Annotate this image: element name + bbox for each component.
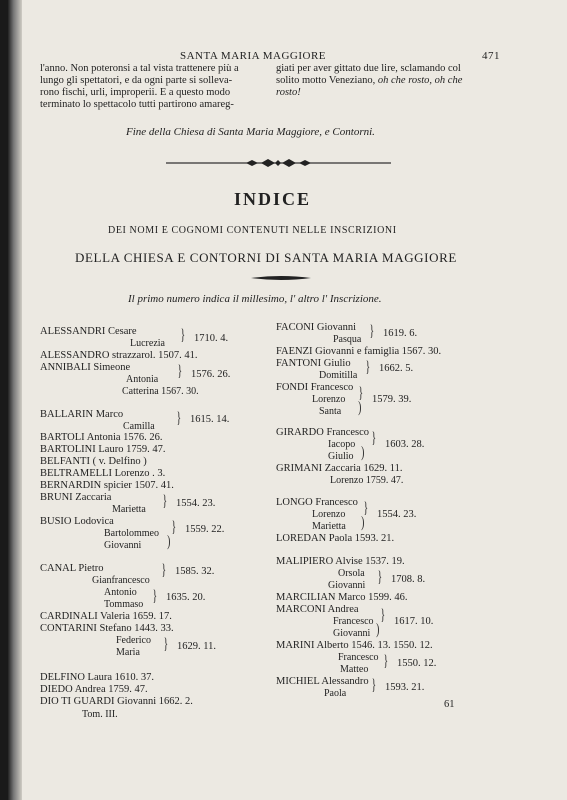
brace-icon: ) (361, 444, 365, 461)
index-entry: BERNARDIN spicier 1507. 41. (40, 480, 174, 491)
running-title: SANTA MARIA MAGGIORE (180, 50, 327, 62)
prose-text: solito motto Veneziano, (276, 75, 378, 86)
index-entry: FAENZI Giovanni e famiglia 1567. 30. (276, 346, 442, 357)
index-entry: Tommaso (104, 599, 144, 610)
index-entry: Giulio (328, 451, 354, 462)
index-entry: Francesco (338, 652, 379, 663)
index-entry: MICHIEL Alessandro (276, 676, 369, 687)
index-entry: Iacopo (328, 439, 356, 450)
index-entry: ALESSANDRI Cesare (40, 326, 137, 337)
index-entry: 1629. 11. (177, 641, 216, 652)
index-entry: Paola (324, 688, 347, 699)
index-entry: CONTARINI Stefano 1443. 33. (40, 623, 174, 634)
index-entry: FONDI Francesco (276, 382, 354, 393)
index-entry: 1576. 26. (191, 369, 231, 380)
page-binding-edge (8, 0, 22, 800)
index-entry: Giovanni (333, 628, 371, 639)
index-entry: MARINI Alberto 1546. 13. 1550. 12. (276, 640, 433, 651)
brace-icon: } (180, 327, 186, 344)
index-entry: Gianfrancesco (92, 575, 150, 586)
footer-volume: Tom. III. (82, 709, 118, 720)
index-entry: Lucrezia (130, 338, 165, 349)
brace-icon: ) (358, 399, 362, 416)
prose-line: terminato lo spettacolo tutti partirono amareg- (40, 99, 234, 110)
index-entry: ANNIBALI Simeone (40, 362, 131, 373)
index-entry: BALLARIN Marco (40, 409, 124, 420)
brace-icon: } (162, 493, 168, 510)
prose-line: l'anno. Non poteronsi a tal vista trattenere più a (40, 63, 239, 74)
index-entry: DELFINO Laura 1610. 37. (40, 672, 155, 683)
index-entry: Catterina 1567. 30. (122, 386, 199, 397)
index-entry: Marietta (112, 504, 146, 515)
index-note: Il primo numero indica il millesimo, l' altro l' Inscrizione. (128, 293, 382, 305)
brace-icon: } (161, 562, 167, 579)
index-entry: Orsola (338, 568, 365, 579)
index-entry: 1554. 23. (176, 498, 216, 509)
index-entry: GIRARDO Francesco (276, 427, 370, 438)
index-entry: Giovanni (328, 580, 366, 591)
index-entry: Marietta (312, 521, 346, 532)
index-entry: CARDINALI Valeria 1659. 17. (40, 611, 172, 622)
prose-italic-line: rosto! (276, 87, 301, 98)
index-entry: FACONI Giovanni (276, 322, 357, 333)
index-title: INDICE (234, 189, 312, 209)
index-entry: FANTONI Giulio (276, 358, 351, 369)
index-entry: GRIMANI Zaccaria 1629. 11. (276, 463, 403, 474)
index-entry: DIO TI GUARDI Giovanni 1662. 2. (40, 696, 193, 707)
brace-icon: ) (167, 533, 171, 550)
index-entry: MARCONI Andrea (276, 604, 359, 615)
brace-icon: } (358, 385, 364, 402)
index-entry: Antonio (104, 587, 137, 598)
brace-icon: } (163, 636, 169, 653)
index-entry: CANAL Pietro (40, 563, 104, 574)
index-entry: ALESSANDRO strazzarol. 1507. 41. (40, 350, 198, 361)
index-entry: Francesco (333, 616, 374, 627)
index-entry: 1619. 6. (383, 328, 418, 339)
brace-icon: ) (376, 621, 380, 638)
index-entry: Lorenzo 1759. 47. (330, 475, 404, 486)
index-subtitle: DEI NOMI E COGNOMI CONTENUTI NELLE INSCRIZIONI (108, 225, 397, 236)
brace-icon: } (176, 410, 182, 427)
index-entry: BRUNI Zaccaria (40, 492, 112, 503)
index-entry: LOREDAN Paola 1593. 21. (276, 533, 395, 544)
index-entry: MARCILIAN Marco 1599. 46. (276, 592, 408, 603)
index-entry: Giovanni (104, 540, 142, 551)
index-entry: BUSIO Lodovica (40, 516, 114, 527)
prose-line (276, 75, 462, 88)
brace-icon: } (371, 677, 377, 694)
brace-icon: } (177, 363, 183, 380)
index-entry: 1603. 28. (385, 439, 425, 450)
ornamental-rule (166, 158, 391, 168)
index-entry: Lorenzo (312, 509, 346, 520)
page-number: 471 (482, 50, 500, 62)
index-entry: Antonia (126, 374, 159, 385)
index-entry: BELFANTI ( v. Delfino ) (40, 456, 147, 467)
index-entry: MALIPIERO Alvise 1537. 19. (276, 556, 405, 567)
index-entry: BARTOLINI Lauro 1759. 47. (40, 444, 166, 455)
brace-icon: } (365, 359, 371, 376)
index-entry: 1593. 21. (385, 682, 425, 693)
index-entry: Matteo (340, 664, 369, 675)
index-entry: 1710. 4. (194, 333, 229, 344)
index-entry: 1662. 5. (379, 363, 414, 374)
index-entry: Pasqua (333, 334, 362, 345)
index-subtitle: DELLA CHIESA E CONTORNI DI SANTA MARIA MAGGIORE (75, 250, 457, 265)
index-entry: 1617. 10. (394, 616, 434, 627)
index-entry: BARTOLI Antonia 1576. 26. (40, 432, 163, 443)
brace-icon: } (383, 653, 389, 670)
index-entry: Lorenzo (312, 394, 346, 405)
small-rule (251, 274, 311, 282)
brace-icon: } (363, 500, 369, 517)
brace-icon: } (369, 323, 375, 340)
index-entry: Santa (319, 406, 342, 417)
brace-icon: ) (361, 514, 365, 531)
index-entry: Camilla (123, 421, 155, 432)
index-entry: 1554. 23. (377, 509, 417, 520)
brace-icon: } (371, 430, 377, 447)
index-entry: 1708. 8. (391, 574, 426, 585)
index-entry: 1615. 14. (190, 414, 230, 425)
brace-icon: } (377, 569, 383, 586)
index-entry: Domitilla (319, 370, 358, 381)
prose-line: lungo gli spettatori, e da ogni parte si solleva- (40, 75, 233, 86)
index-entry: 1559. 22. (185, 524, 225, 535)
index-entry: LONGO Francesco (276, 497, 358, 508)
index-entry: BELTRAMELLI Lorenzo . 3. (40, 468, 166, 479)
index-entry: Federico (116, 635, 151, 646)
book-page (8, 0, 567, 800)
signature-mark: 61 (444, 699, 455, 710)
fine-line: Fine della Chiesa di Santa Maria Maggiore, e Contorni. (126, 126, 375, 138)
index-entry: Maria (116, 647, 140, 658)
prose-line: rono fischi, urli, improperii. E a questo modo (40, 87, 231, 98)
index-entry: 1585. 32. (175, 566, 215, 577)
prose-line: giati per aver gittato due lire, sclamando col (276, 63, 461, 74)
brace-icon: } (380, 607, 386, 624)
index-entry: DIEDO Andrea 1759. 47. (40, 684, 148, 695)
index-entry: 1550. 12. (397, 658, 437, 669)
index-entry: Bartolommeo (104, 528, 159, 539)
index-entry: 1635. 20. (166, 592, 206, 603)
brace-icon: } (152, 588, 158, 605)
brace-icon: } (171, 519, 177, 536)
index-entry: 1579. 39. (372, 394, 412, 405)
prose-italic: oh che rosto, oh che (377, 75, 463, 86)
